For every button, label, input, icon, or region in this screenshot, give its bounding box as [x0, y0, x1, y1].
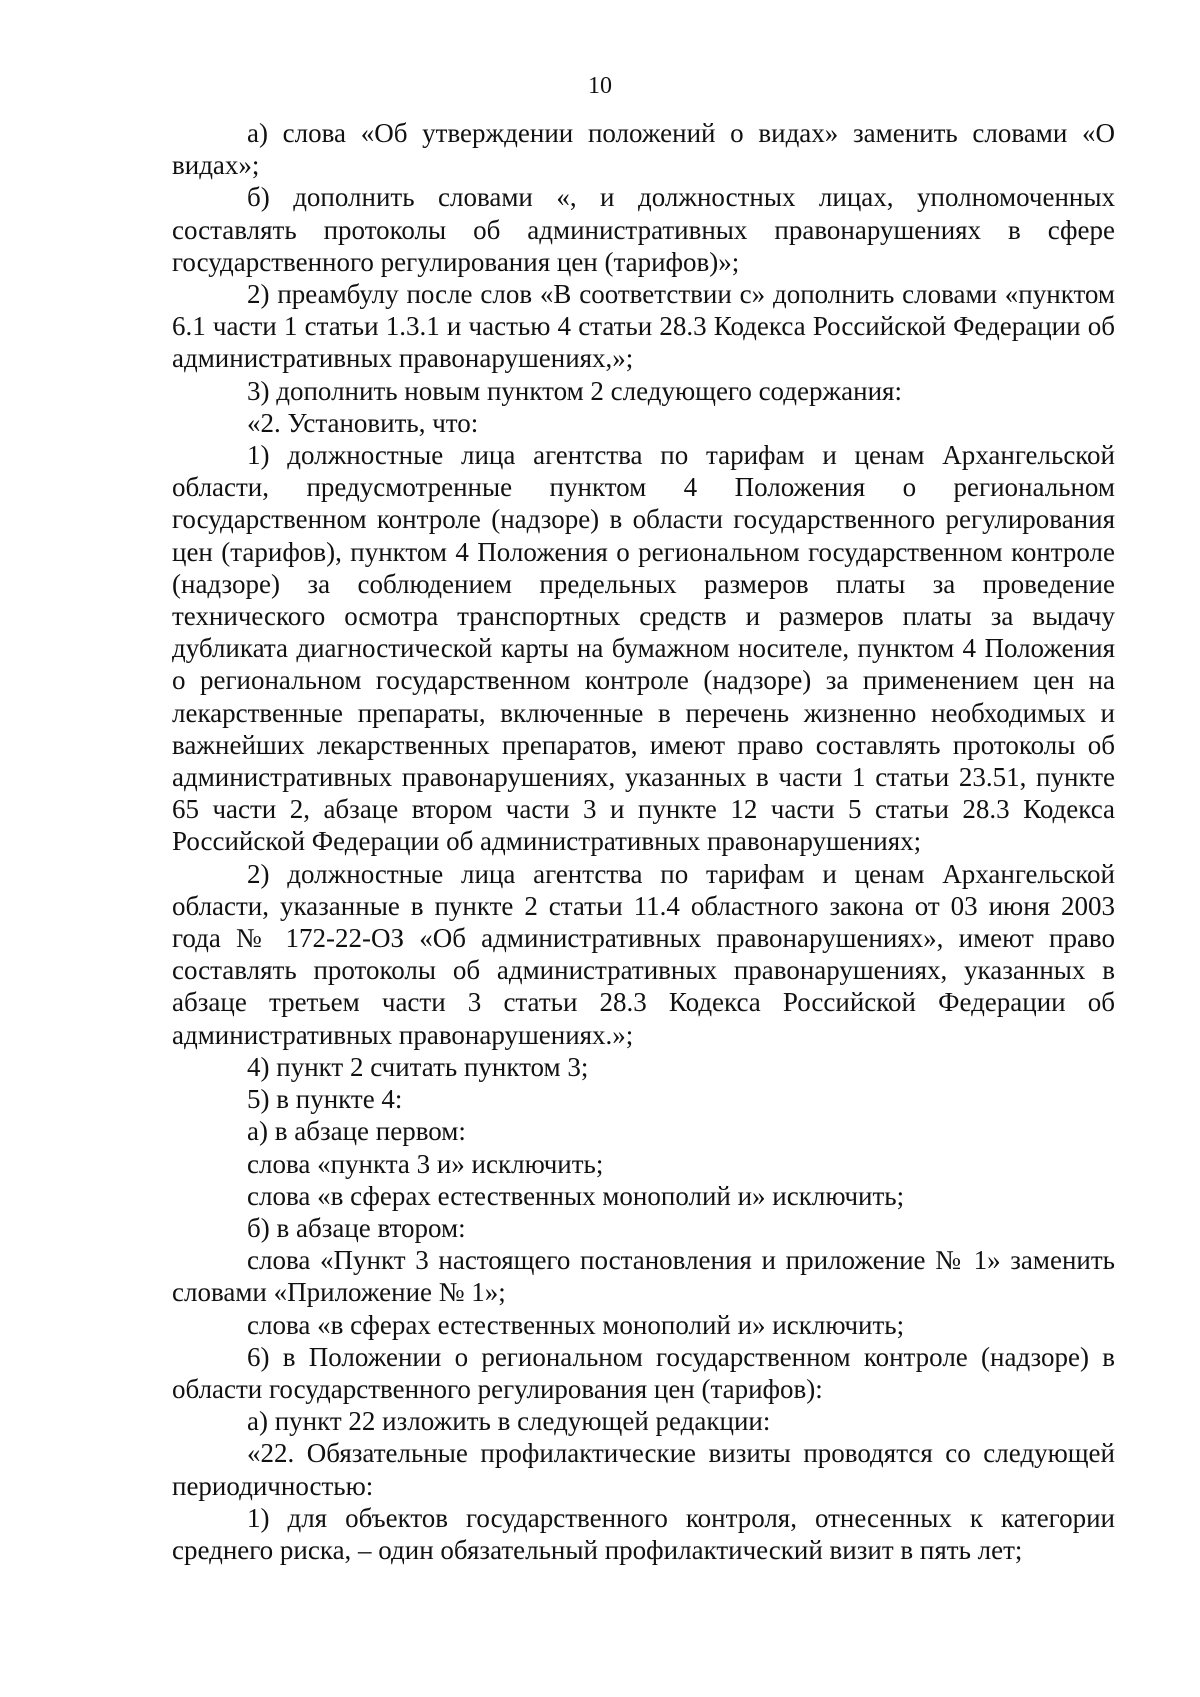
paragraph: слова «Пункт 3 настоящего постановления и приложение № 1» заменить словами «Приложение № 1»;	[172, 1245, 1115, 1308]
paragraph: 4) пункт 2 считать пунктом 3;	[247, 1051, 589, 1082]
paragraph: 1) должностные лица агентства по тарифам и ценам Архангельской области, предусмотренные пунктом 4 Положения о региональном государственном контроле (надзоре) в области государственного регулирования цен (тарифов), пунктом 4 Положения о региональном государственном контроле (надзоре) за соблюдением предельных размеров платы за проведение технического осмотра транспортных средств и размеров платы за выдачу дубликата диагностической карты на бумажном носителе, пунктом 4 Положения о региональном государственном контроле (надзоре) за применением цен на лекарственные препараты, включенные в перечень жизненно необходимых и важнейших лекарственных препаратов, имеют право составлять протоколы об административных правонарушениях, указанных в части 1 статьи 23.51, пункте 65 части 2, абзаце втором части 3 и пункте 12 части 5 статьи 28.3 Кодекса Российской Федерации об административных правонарушениях;	[172, 440, 1115, 857]
paragraph: 3) дополнить новым пунктом 2 следующего содержания:	[247, 375, 902, 406]
document-body	[172, 117, 1115, 1566]
paragraph: а) пункт 22 изложить в следующей редакции:	[247, 1406, 771, 1437]
paragraph: 1) для объектов государственного контроля, отнесенных к категории среднего риска, – один обязательный профилактический визит в пять лет;	[172, 1502, 1115, 1565]
paragraph: б) в абзаце втором:	[247, 1212, 466, 1243]
paragraph: 6) в Положении о региональном государственном контроле (надзоре) в области государственного регулирования цен (тарифов):	[172, 1341, 1115, 1404]
paragraph: а) в абзаце первом:	[247, 1116, 466, 1147]
paragraph: слова «в сферах естественных монополий и» исключить;	[247, 1180, 905, 1211]
paragraph: б) дополнить словами «, и должностных лицах, уполномоченных составлять протоколы об административных правонарушениях в сфере государственного регулирования цен (тарифов)»;	[172, 182, 1115, 277]
paragraph: 5) в пункте 4:	[247, 1084, 403, 1115]
paragraph: слова «пункта 3 и» исключить;	[247, 1148, 604, 1179]
page-number: 10	[588, 73, 612, 99]
paragraph: «2. Установить, что:	[247, 407, 479, 438]
paragraph: 2) должностные лица агентства по тарифам и ценам Архангельской области, указанные в пункте 2 статьи 11.4 областного закона от 03 июня 2003 года № 172-22-ОЗ «Об административных правонарушениях», имеют право составлять протоколы об административных правонарушениях, указанных в абзаце третьем части 3 статьи 28.3 Кодекса Российской Федерации об административных правонарушениях.»;	[172, 858, 1115, 1050]
paragraph: слова «в сферах естественных монополий и» исключить;	[247, 1309, 905, 1340]
paragraph: «22. Обязательные профилактические визиты проводятся со следующей периодичностью:	[172, 1438, 1115, 1501]
paragraph: а) слова «Об утверждении положений о видах» заменить словами «О видах»;	[172, 118, 1115, 181]
paragraph: 2) преамбулу после слов «В соответствии с» дополнить словами «пунктом 6.1 части 1 статьи 1.3.1 и частью 4 статьи 28.3 Кодекса Российской Федерации об административных правонарушениях,»;	[172, 279, 1115, 374]
